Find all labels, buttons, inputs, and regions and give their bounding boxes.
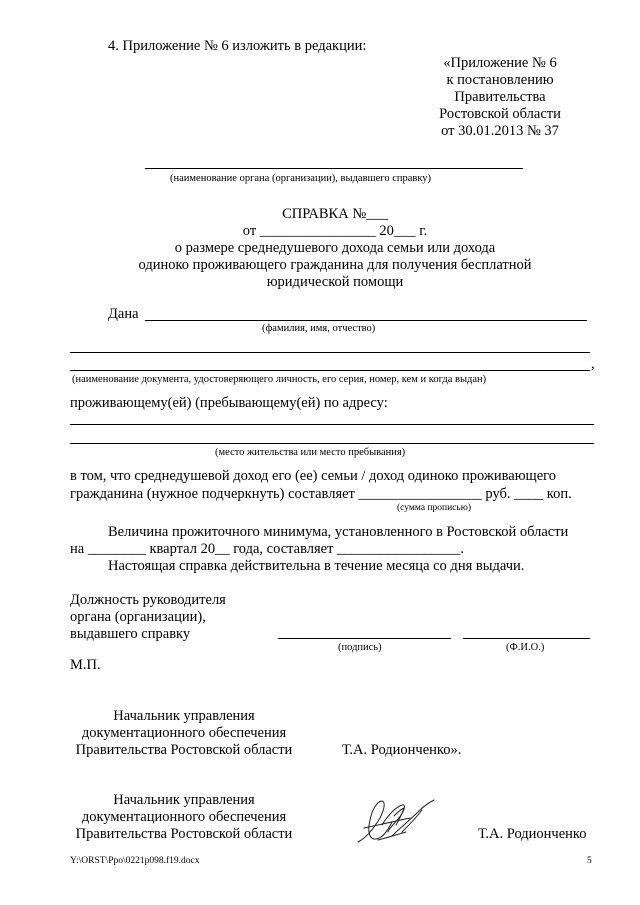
subsistence-text-line: на ________ квартал 20__ года, составляет _________________.: [70, 541, 464, 557]
subsistence-text-line: Величина прожиточного минимума, установленного в Ростовской области: [108, 524, 569, 540]
residence-underline: [70, 443, 594, 444]
appendix-header-line: Правительства: [454, 89, 546, 105]
signature-caption: (подпись): [338, 642, 382, 653]
head-block-outer: [70, 792, 298, 843]
title-line: одиноко проживающего гражданина для получения бесплатной: [138, 257, 532, 273]
head-name-inner: Т.А. Родионченко».: [342, 742, 462, 758]
head-position-line: Правительства Ростовской области: [75, 742, 293, 758]
address-label: проживающему(ей) (пребывающему(ей) по адресу:: [70, 395, 388, 411]
income-text-line: в том, что среднедушевой доход его (ее) семьи / доход одиноко проживающего: [70, 468, 556, 484]
head-position-line: документационного обеспечения: [81, 809, 287, 825]
title-line: юридической помощи: [266, 274, 404, 290]
appendix-header: [420, 55, 580, 140]
head-block-inner: [70, 708, 298, 759]
footer-file-path: Y:\ORST\Ppo\0221p098.f19.docx: [70, 856, 200, 866]
sum-caption: (сумма прописью): [397, 503, 471, 513]
issuer-underline: [145, 168, 523, 169]
appendix-header-line: к постановлению: [446, 72, 554, 88]
head-position-line: Начальник управления: [113, 792, 255, 808]
fio-underline: [145, 320, 587, 321]
document-caption: (наименование документа, удостоверяющего личность, его серия, номер, кем и когда выдан): [72, 374, 487, 385]
signatory-fio-underline: [463, 638, 590, 639]
income-text-line: гражданина (нужное подчеркнуть) составляет _________________ руб. ____ коп.: [70, 486, 572, 502]
signature-underline: [278, 638, 451, 639]
head-name-outer: Т.А. Родионченко: [478, 826, 587, 842]
signatory-line: органа (организации),: [70, 609, 206, 625]
appendix-header-line: Ростовской области: [439, 106, 561, 122]
appendix-header-line: «Приложение № 6: [443, 55, 557, 71]
title-line: о размере среднедушевого дохода семьи или дохода: [174, 240, 496, 256]
title-line: СПРАВКА №___: [282, 206, 388, 222]
given-to-label: Дана: [108, 306, 139, 322]
head-position-line: Начальник управления: [113, 708, 255, 724]
signatory-line: выдавшего справку: [70, 626, 191, 642]
validity-text: Настоящая справка действительна в течение месяца со дня выдачи.: [108, 558, 525, 574]
head-position-line: Правительства Ростовской области: [75, 826, 293, 842]
comma: ,: [591, 356, 595, 372]
blank-line: [70, 352, 590, 353]
issuer-caption: (наименование органа (организации), выдавшего справку): [170, 173, 432, 184]
head-position-line: документационного обеспечения: [81, 725, 287, 741]
signatory-line: Должность руководителя: [70, 592, 226, 608]
fio-caption: (фамилия, имя, отчество): [262, 323, 376, 334]
stamp-label: М.П.: [70, 657, 101, 673]
certificate-title: [70, 206, 600, 291]
address-line: [70, 424, 594, 425]
signatory-fio-caption: (Ф.И.О.): [506, 642, 545, 653]
document-underline: [70, 370, 590, 371]
residence-caption: (место жительства или место пребывания): [215, 447, 406, 458]
title-line: от ________________ 20___ г.: [242, 223, 428, 239]
appendix-header-line: от 30.01.2013 № 37: [441, 123, 559, 139]
handwritten-signature: [352, 792, 444, 854]
page-number: 5: [587, 856, 592, 866]
amendment-intro: 4. Приложение № 6 изложить в редакции:: [108, 38, 367, 54]
